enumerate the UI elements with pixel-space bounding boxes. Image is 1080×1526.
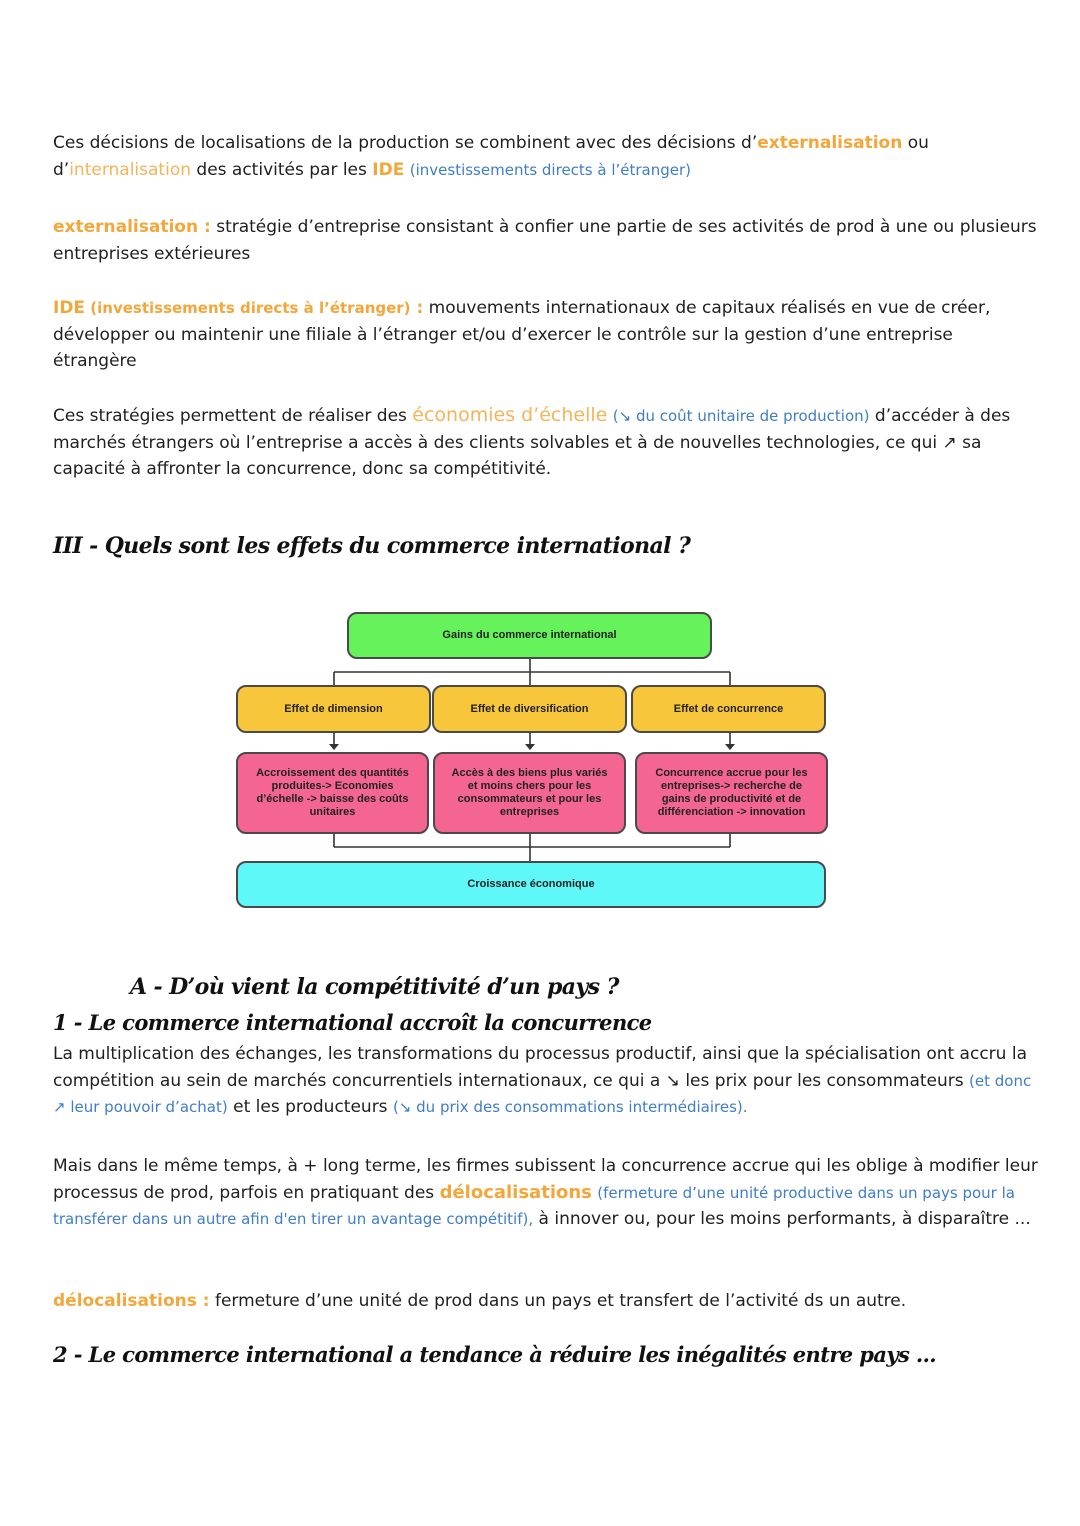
result-box-diversification bbox=[433, 752, 626, 834]
effect-box-dimension bbox=[236, 685, 431, 733]
section-3-title: III - Quels sont les effets du commerce international ? bbox=[53, 533, 691, 559]
concurrence-parenthesis-2: (↘ du prix des consommations intermédiaires). bbox=[392, 1098, 748, 1116]
concurrence-text-1: La multiplication des échanges, les transformations du processus productif, ainsi que la spécialisation ont accru la compétition au sein de marchés concurrentiels internationaux, ce qui a ↘ les prix pour les consommateurs bbox=[53, 1044, 1027, 1091]
delocalisation-text-1: Mais dans le même temps, à + long terme, les firmes subissent la concurrence accrue qui les oblige à modifier leur processus de prod, parfois en pratiquant des bbox=[53, 1156, 1038, 1203]
concurrence-text-2: et les producteurs bbox=[227, 1097, 393, 1117]
diagram-bottom-box bbox=[236, 861, 826, 908]
externalisation-term: externalisation bbox=[757, 133, 903, 153]
result-label: Accès à des biens plus variés et moins chers pour les consommateurs et pour les entreprises bbox=[451, 767, 608, 818]
result-box-dimension bbox=[236, 752, 429, 834]
internalisation-term: internalisation bbox=[69, 159, 191, 180]
diagram-top-box bbox=[347, 612, 712, 659]
delocalisation-text-2: à innover ou, pour les moins performants, à disparaître ... bbox=[533, 1209, 1031, 1229]
subsection-a-title: A - D’où vient la compétitivité d’un pays ? bbox=[130, 974, 619, 1000]
intro-text-1: Ces décisions de localisations de la production se combinent avec des décisions d’ bbox=[53, 133, 758, 153]
result-label: Accroissement des quantités produites-> Economies d’échelle -> baisse des coûts unitaires bbox=[256, 767, 409, 818]
concurrence-parenthesis-1: (et donc ↗ leur pouvoir d’achat) bbox=[53, 1071, 1032, 1116]
ide-term: IDE bbox=[372, 159, 405, 180]
definition-text: stratégie d’entreprise consistant à confier une partie de ses activités de prod à une ou plusieurs entreprises extérieures bbox=[53, 217, 1037, 264]
intro-text-2: ou d’ bbox=[53, 133, 929, 180]
delocalisation-paragraph bbox=[53, 1153, 1038, 1233]
delocalisation-parenthesis: (fermeture d’une unité productive dans un pays pour la transférer dans un autre afin d'en tirer un avantage compétitif), bbox=[53, 1183, 1015, 1228]
strategies-text-1: Ces stratégies permettent de réaliser des bbox=[53, 406, 413, 426]
definition-text: mouvements internationaux de capitaux réalisés en vue de créer, développer ou maintenir une filiale à l’étranger et/ou d’exercer le contrôle sur la gestion d’une entreprise étrangère bbox=[53, 298, 991, 371]
result-box-concurrence bbox=[635, 752, 828, 834]
strategies-parenthesis: (↘ du coût unitaire de production) bbox=[612, 407, 870, 425]
subsection-2-title: 2 - Le commerce international a tendance à réduire les inégalités entre pays ... bbox=[53, 1342, 937, 1367]
delocalisation-term: délocalisations bbox=[439, 1181, 592, 1203]
effect-label: Effet de dimension bbox=[284, 702, 383, 715]
subsection-1-title: 1 - Le commerce international accroît la concurrence bbox=[53, 1010, 652, 1035]
concurrence-paragraph bbox=[53, 1041, 1038, 1121]
definition-colon: : bbox=[410, 298, 424, 318]
definition-term: IDE bbox=[53, 298, 86, 318]
intro-text-3: des activités par les bbox=[191, 159, 373, 180]
result-label: Concurrence accrue pour les entreprises-> recherche de gains de productivité et de différenciation -> innovation bbox=[655, 767, 808, 818]
definition-text: fermeture d’une unité de prod dans un pays et transfert de l’activité ds un autre. bbox=[209, 1291, 907, 1311]
definition-parenthesis: (investissements directs à l’étranger) bbox=[85, 299, 411, 317]
ide-parenthesis: (investissements directs à l’étranger) bbox=[409, 160, 692, 179]
definition-delocalisation bbox=[53, 1288, 1038, 1315]
strategies-text-2: d’accéder à des marchés étrangers où l’entreprise a accès à des clients solvables et à de nouvelles technologies, ce qui ↗ sa capacité à affronter la concurrence, donc sa compétitivité. bbox=[53, 406, 1011, 479]
effect-box-diversification bbox=[432, 685, 627, 733]
effect-label: Effet de diversification bbox=[470, 702, 589, 715]
effect-label: Effet de concurrence bbox=[673, 702, 784, 715]
diagram-top-label: Gains du commerce international bbox=[442, 629, 617, 641]
effect-box-concurrence bbox=[631, 685, 826, 733]
diagram-bottom-label: Croissance économique bbox=[467, 878, 595, 890]
definition-term: délocalisations : bbox=[53, 1291, 210, 1311]
economies-echelle-term: économies d’échelle bbox=[412, 404, 608, 426]
definition-term: externalisation : bbox=[53, 217, 211, 237]
